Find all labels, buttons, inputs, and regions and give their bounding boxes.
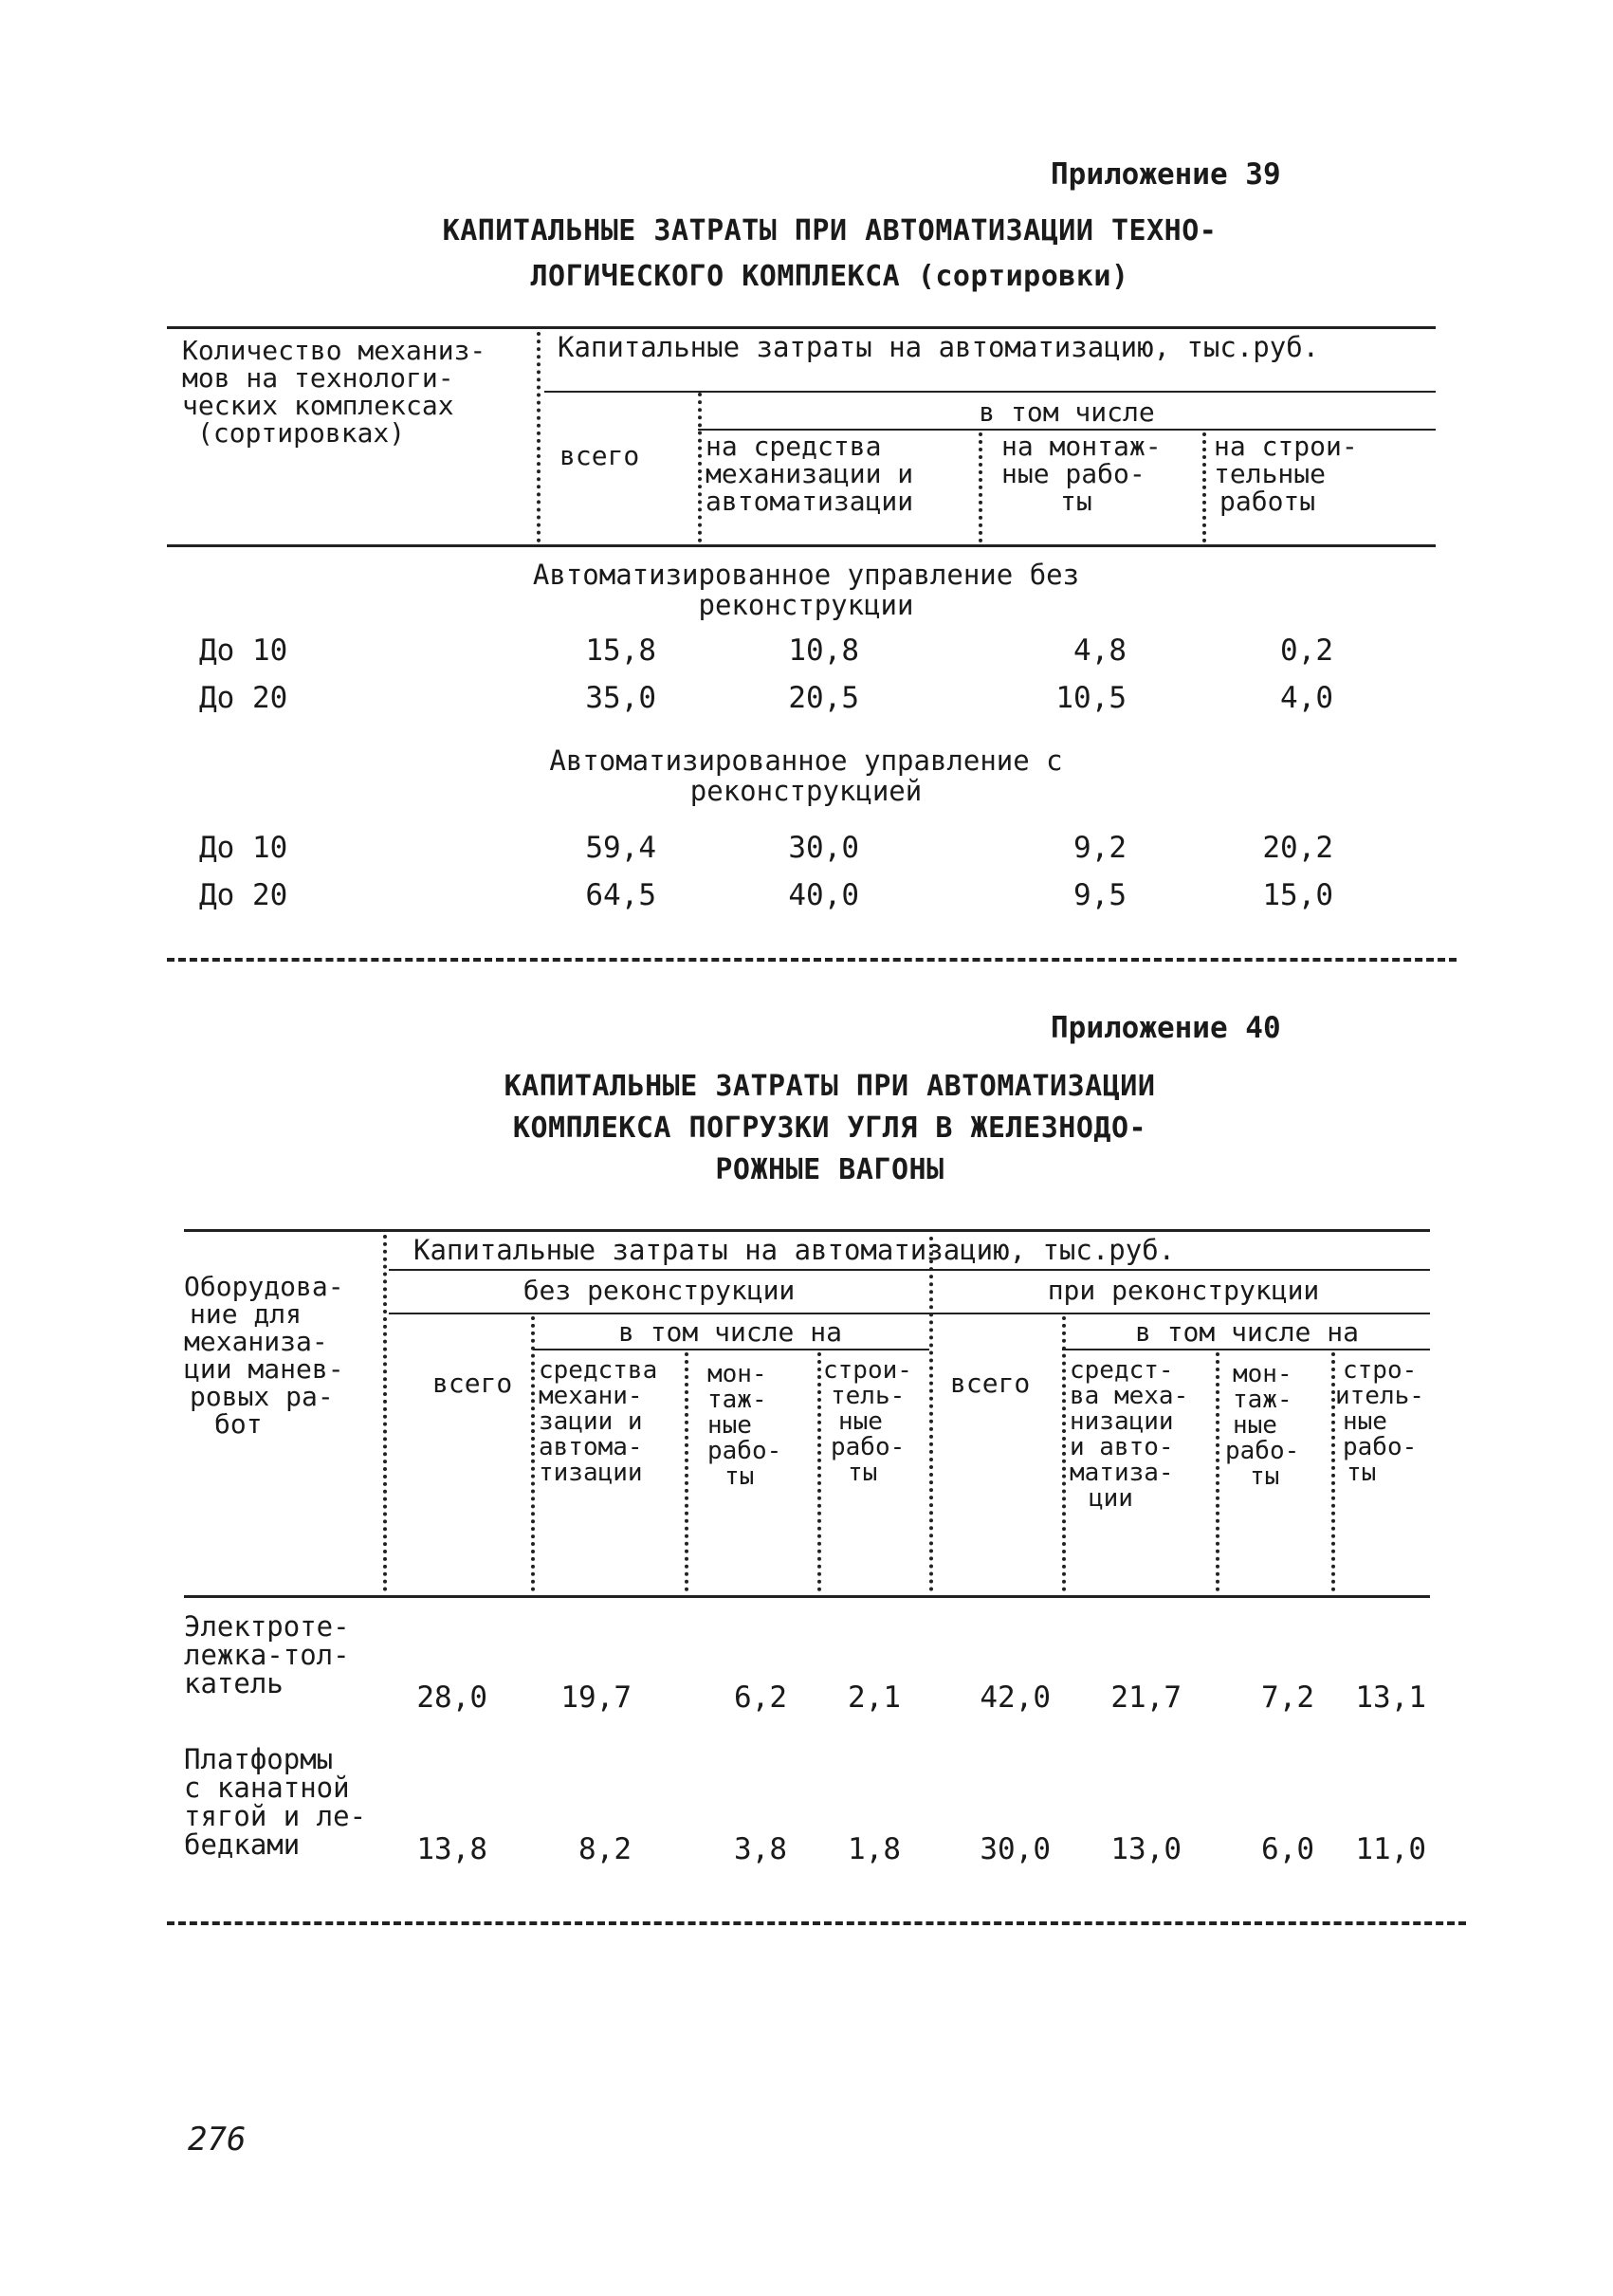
table-40-a-build-header-l1: строи- bbox=[823, 1356, 912, 1385]
table-40-b-mount-header-l1: мон- bbox=[1233, 1360, 1292, 1388]
table-39-row1-mount: 4,8 bbox=[1073, 634, 1127, 668]
table-39-section1-l1: Автоматизированное управление без bbox=[532, 559, 1080, 591]
table-40-a-mount-header-l5: ты bbox=[724, 1462, 755, 1491]
table-40-row1-b-mech: 21,7 bbox=[1110, 1681, 1182, 1715]
table-40-a-mech-header-l1: средства bbox=[539, 1356, 658, 1385]
table-40-incl-b-rule bbox=[1062, 1349, 1430, 1350]
table-40-a-mech-header-l3: зации и bbox=[539, 1407, 643, 1436]
appendix-39-label: Приложение 39 bbox=[1051, 157, 1281, 192]
table-40-b-build-header-l3: ные bbox=[1343, 1407, 1387, 1436]
table-40-header-bottom-rule bbox=[184, 1595, 1430, 1598]
table-40-row2-label-l2: с канатной bbox=[184, 1772, 350, 1804]
table-39-mount-header-l3: ты bbox=[1060, 486, 1092, 517]
appendix-40-title-line2: КОМПЛЕКСА ПОГРУЗКИ УГЛЯ В ЖЕЛЕЗНОДО- bbox=[512, 1111, 1147, 1145]
table-40-b-mech-header-l5: матиза- bbox=[1070, 1459, 1174, 1487]
table-40-b-mech-header-l3: низации bbox=[1070, 1407, 1174, 1436]
appendix-39-title-line1: КАПИТАЛЬНЫЕ ЗАТРАТЫ ПРИ АВТОМАТИЗАЦИИ ТЕХНО- bbox=[442, 214, 1218, 248]
table-40-without-header: без реконструкции bbox=[522, 1275, 796, 1306]
table-40-col1-header-l5: ровых ра- bbox=[190, 1381, 334, 1412]
table-40-group-rule bbox=[389, 1269, 1430, 1271]
appendix-39-title-line2: ЛОГИЧЕСКОГО КОМПЛЕКСА (сортировки) bbox=[530, 260, 1129, 293]
table-40-row2-label-l3: тягой и ле- bbox=[184, 1800, 367, 1832]
section-separator-1 bbox=[167, 958, 1457, 962]
table-40-b-mount-header-l2: таж- bbox=[1233, 1386, 1292, 1414]
table-40-col1-header-l2: ние для bbox=[190, 1298, 302, 1330]
table-39-row2-label: До 20 bbox=[199, 681, 288, 715]
table-40-col1-header-l3: механиза- bbox=[184, 1326, 328, 1357]
table-39-row4-label: До 20 bbox=[199, 878, 288, 912]
table-40-b-mech-header-l2: ва меха- bbox=[1070, 1382, 1189, 1410]
table-39-col1-header-l4: (сортировках) bbox=[197, 417, 406, 449]
table-40-a-mount-header-l1: мон- bbox=[707, 1360, 767, 1388]
table-39-mech-header-l3: автоматизации bbox=[706, 486, 914, 517]
table-40-incl-a-header: в том числе на bbox=[617, 1316, 842, 1348]
appendix-40-title-line3: РОЖНЫЕ ВАГОНЫ bbox=[715, 1153, 944, 1186]
table-40-b-build-header-l2: итель- bbox=[1335, 1382, 1424, 1410]
table-40-group-header: Капитальные затраты на автоматизацию, тыс.руб. bbox=[413, 1234, 1176, 1266]
table-40-col1-header-l6: бот bbox=[214, 1408, 263, 1440]
table-40-row1-label-l2: лежка-тол- bbox=[184, 1639, 350, 1671]
table-39-col1-header-l1: Количество механиз- bbox=[182, 335, 486, 366]
table-40-a-mount-header-l2: таж- bbox=[707, 1386, 767, 1414]
table-39-top-rule bbox=[167, 326, 1436, 329]
table-40-row1-b-mount: 7,2 bbox=[1261, 1681, 1314, 1715]
table-40-row1-a-total: 28,0 bbox=[416, 1681, 487, 1715]
table-40-col-divider-3 bbox=[685, 1352, 688, 1591]
table-40-col-divider-5 bbox=[1062, 1316, 1066, 1591]
table-40-with-header: при реконструкции bbox=[1047, 1275, 1320, 1306]
table-40-col-divider-4 bbox=[817, 1352, 821, 1591]
table-40-col1-header-l4: ции манев- bbox=[184, 1353, 344, 1385]
table-39-col-divider-1 bbox=[537, 332, 541, 542]
table-40-row1-b-build: 13,1 bbox=[1355, 1681, 1426, 1715]
table-40-b-build-header-l5: ты bbox=[1347, 1459, 1377, 1487]
table-40-b-build-header-l4: рабо- bbox=[1343, 1433, 1418, 1461]
table-39-col1-header-l2: мов на технологи- bbox=[182, 362, 454, 394]
table-39-col-divider-4 bbox=[1202, 432, 1206, 542]
table-39-col1-header-l3: ческих комплексах bbox=[182, 390, 454, 421]
table-39-row3-total: 59,4 bbox=[585, 831, 656, 865]
table-39-section2-l1: Автоматизированное управление с bbox=[549, 744, 1063, 777]
table-40-col1-header-l1: Оборудова- bbox=[184, 1271, 344, 1302]
table-39-mount-header-l1: на монтаж- bbox=[1001, 431, 1162, 462]
table-40-row2-a-total: 13,8 bbox=[416, 1832, 487, 1866]
table-40-row2-label-l4: бедками bbox=[184, 1828, 301, 1861]
table-40-a-mount-header-l4: рабо- bbox=[707, 1437, 782, 1465]
table-40-a-build-header-l4: рабо- bbox=[831, 1433, 906, 1461]
table-40-row2-b-mount: 6,0 bbox=[1261, 1832, 1314, 1866]
section-separator-2 bbox=[167, 1921, 1466, 1925]
table-39-row3-label: До 10 bbox=[199, 831, 288, 865]
table-39-row4-build: 15,0 bbox=[1262, 878, 1333, 912]
table-40-b-build-header-l1: стро- bbox=[1343, 1356, 1418, 1385]
table-39-row1-build: 0,2 bbox=[1280, 634, 1333, 668]
table-39-row3-mount: 9,2 bbox=[1073, 831, 1127, 865]
table-39-row2-total: 35,0 bbox=[585, 681, 656, 715]
table-39-mech-header-l1: на средства bbox=[706, 431, 882, 462]
table-39-row1-mech: 10,8 bbox=[788, 634, 859, 668]
table-39-build-header-l1: на строи- bbox=[1214, 431, 1358, 462]
table-40-row1-a-mech: 19,7 bbox=[560, 1681, 632, 1715]
table-40-row1-label-l3: катель bbox=[184, 1667, 284, 1699]
table-40-row1-b-total: 42,0 bbox=[980, 1681, 1051, 1715]
table-40-col-divider-6 bbox=[1216, 1352, 1219, 1591]
table-40-a-mech-header-l5: тизации bbox=[539, 1459, 643, 1487]
table-40-row2-b-total: 30,0 bbox=[980, 1832, 1051, 1866]
table-40-row1-a-mount: 6,2 bbox=[734, 1681, 787, 1715]
table-40-b-mount-header-l5: ты bbox=[1250, 1462, 1280, 1491]
table-40-a-build-header-l5: ты bbox=[848, 1459, 878, 1487]
table-40-a-mech-header-l4: автома- bbox=[539, 1433, 643, 1461]
table-39-section2-l2: реконструкцией bbox=[689, 775, 923, 807]
table-39-row4-total: 64,5 bbox=[585, 878, 656, 912]
table-39-section1-l2: реконструкции bbox=[698, 589, 914, 621]
table-39-row2-mech: 20,5 bbox=[788, 681, 859, 715]
table-40-b-mount-header-l3: ные bbox=[1233, 1411, 1277, 1440]
table-40-b-mech-header-l4: и авто- bbox=[1070, 1433, 1174, 1461]
table-40-a-mech-header-l2: механи- bbox=[539, 1382, 643, 1410]
table-39-build-header-l3: работы bbox=[1219, 486, 1316, 517]
table-40-row2-a-build: 1,8 bbox=[848, 1832, 901, 1866]
table-40-a-total-header: всего bbox=[432, 1368, 513, 1399]
page-number: 276 bbox=[188, 2121, 247, 2158]
table-40-b-total-header: всего bbox=[950, 1368, 1031, 1399]
table-40-row1-a-build: 2,1 bbox=[848, 1681, 901, 1715]
table-40-col-divider-2 bbox=[531, 1316, 535, 1591]
table-40-row1-label-l1: Электроте- bbox=[184, 1610, 350, 1643]
table-39-total-header: всего bbox=[559, 440, 640, 471]
table-40-a-build-header-l2: тель- bbox=[831, 1382, 906, 1410]
table-40-b-mech-header-l6: ции bbox=[1089, 1484, 1133, 1513]
table-39-group-rule bbox=[544, 391, 1436, 393]
table-39-build-header-l2: тельные bbox=[1214, 458, 1327, 489]
table-39-row3-build: 20,2 bbox=[1262, 831, 1333, 865]
table-40-subgroup-rule bbox=[389, 1313, 1430, 1314]
table-40-row2-b-build: 11,0 bbox=[1355, 1832, 1426, 1866]
table-39-row1-label: До 10 bbox=[199, 634, 288, 668]
table-39-row4-mount: 9,5 bbox=[1073, 878, 1127, 912]
table-39-mech-header-l2: механизации и bbox=[706, 458, 914, 489]
table-39-row1-total: 15,8 bbox=[585, 634, 656, 668]
table-39-row3-mech: 30,0 bbox=[788, 831, 859, 865]
appendix-40-label: Приложение 40 bbox=[1051, 1011, 1281, 1045]
table-40-b-mount-header-l4: рабо- bbox=[1225, 1437, 1300, 1465]
table-39-header-bottom-rule bbox=[167, 544, 1436, 547]
table-40-row2-a-mount: 3,8 bbox=[734, 1832, 787, 1866]
table-39-row2-mount: 10,5 bbox=[1055, 681, 1127, 715]
table-40-row2-a-mech: 8,2 bbox=[578, 1832, 632, 1866]
table-39-col-divider-3 bbox=[979, 432, 982, 542]
table-39-group-header: Капитальные затраты на автоматизацию, тыс.руб. bbox=[558, 331, 1320, 363]
table-40-row2-b-mech: 13,0 bbox=[1110, 1832, 1182, 1866]
table-39-incl-header: в том числе bbox=[979, 396, 1155, 428]
table-39-row4-mech: 40,0 bbox=[788, 878, 859, 912]
table-39-row2-build: 4,0 bbox=[1280, 681, 1333, 715]
table-40-row2-label-l1: Платформы bbox=[184, 1743, 334, 1775]
table-40-col-divider-1 bbox=[383, 1235, 387, 1591]
table-40-incl-a-rule bbox=[533, 1349, 929, 1350]
table-40-incl-b-header: в том числе на bbox=[1134, 1316, 1359, 1348]
table-40-col-divider-mid bbox=[929, 1237, 933, 1591]
table-39-col-divider-2 bbox=[698, 393, 702, 542]
table-40-a-mount-header-l3: ные bbox=[707, 1411, 752, 1440]
appendix-40-title-line1: КАПИТАЛЬНЫЕ ЗАТРАТЫ ПРИ АВТОМАТИЗАЦИИ bbox=[504, 1070, 1156, 1103]
table-40-a-build-header-l3: ные bbox=[838, 1407, 883, 1436]
table-39-mount-header-l2: ные рабо- bbox=[1001, 458, 1146, 489]
table-40-top-rule bbox=[184, 1229, 1430, 1232]
table-40-b-mech-header-l1: средст- bbox=[1070, 1356, 1174, 1385]
